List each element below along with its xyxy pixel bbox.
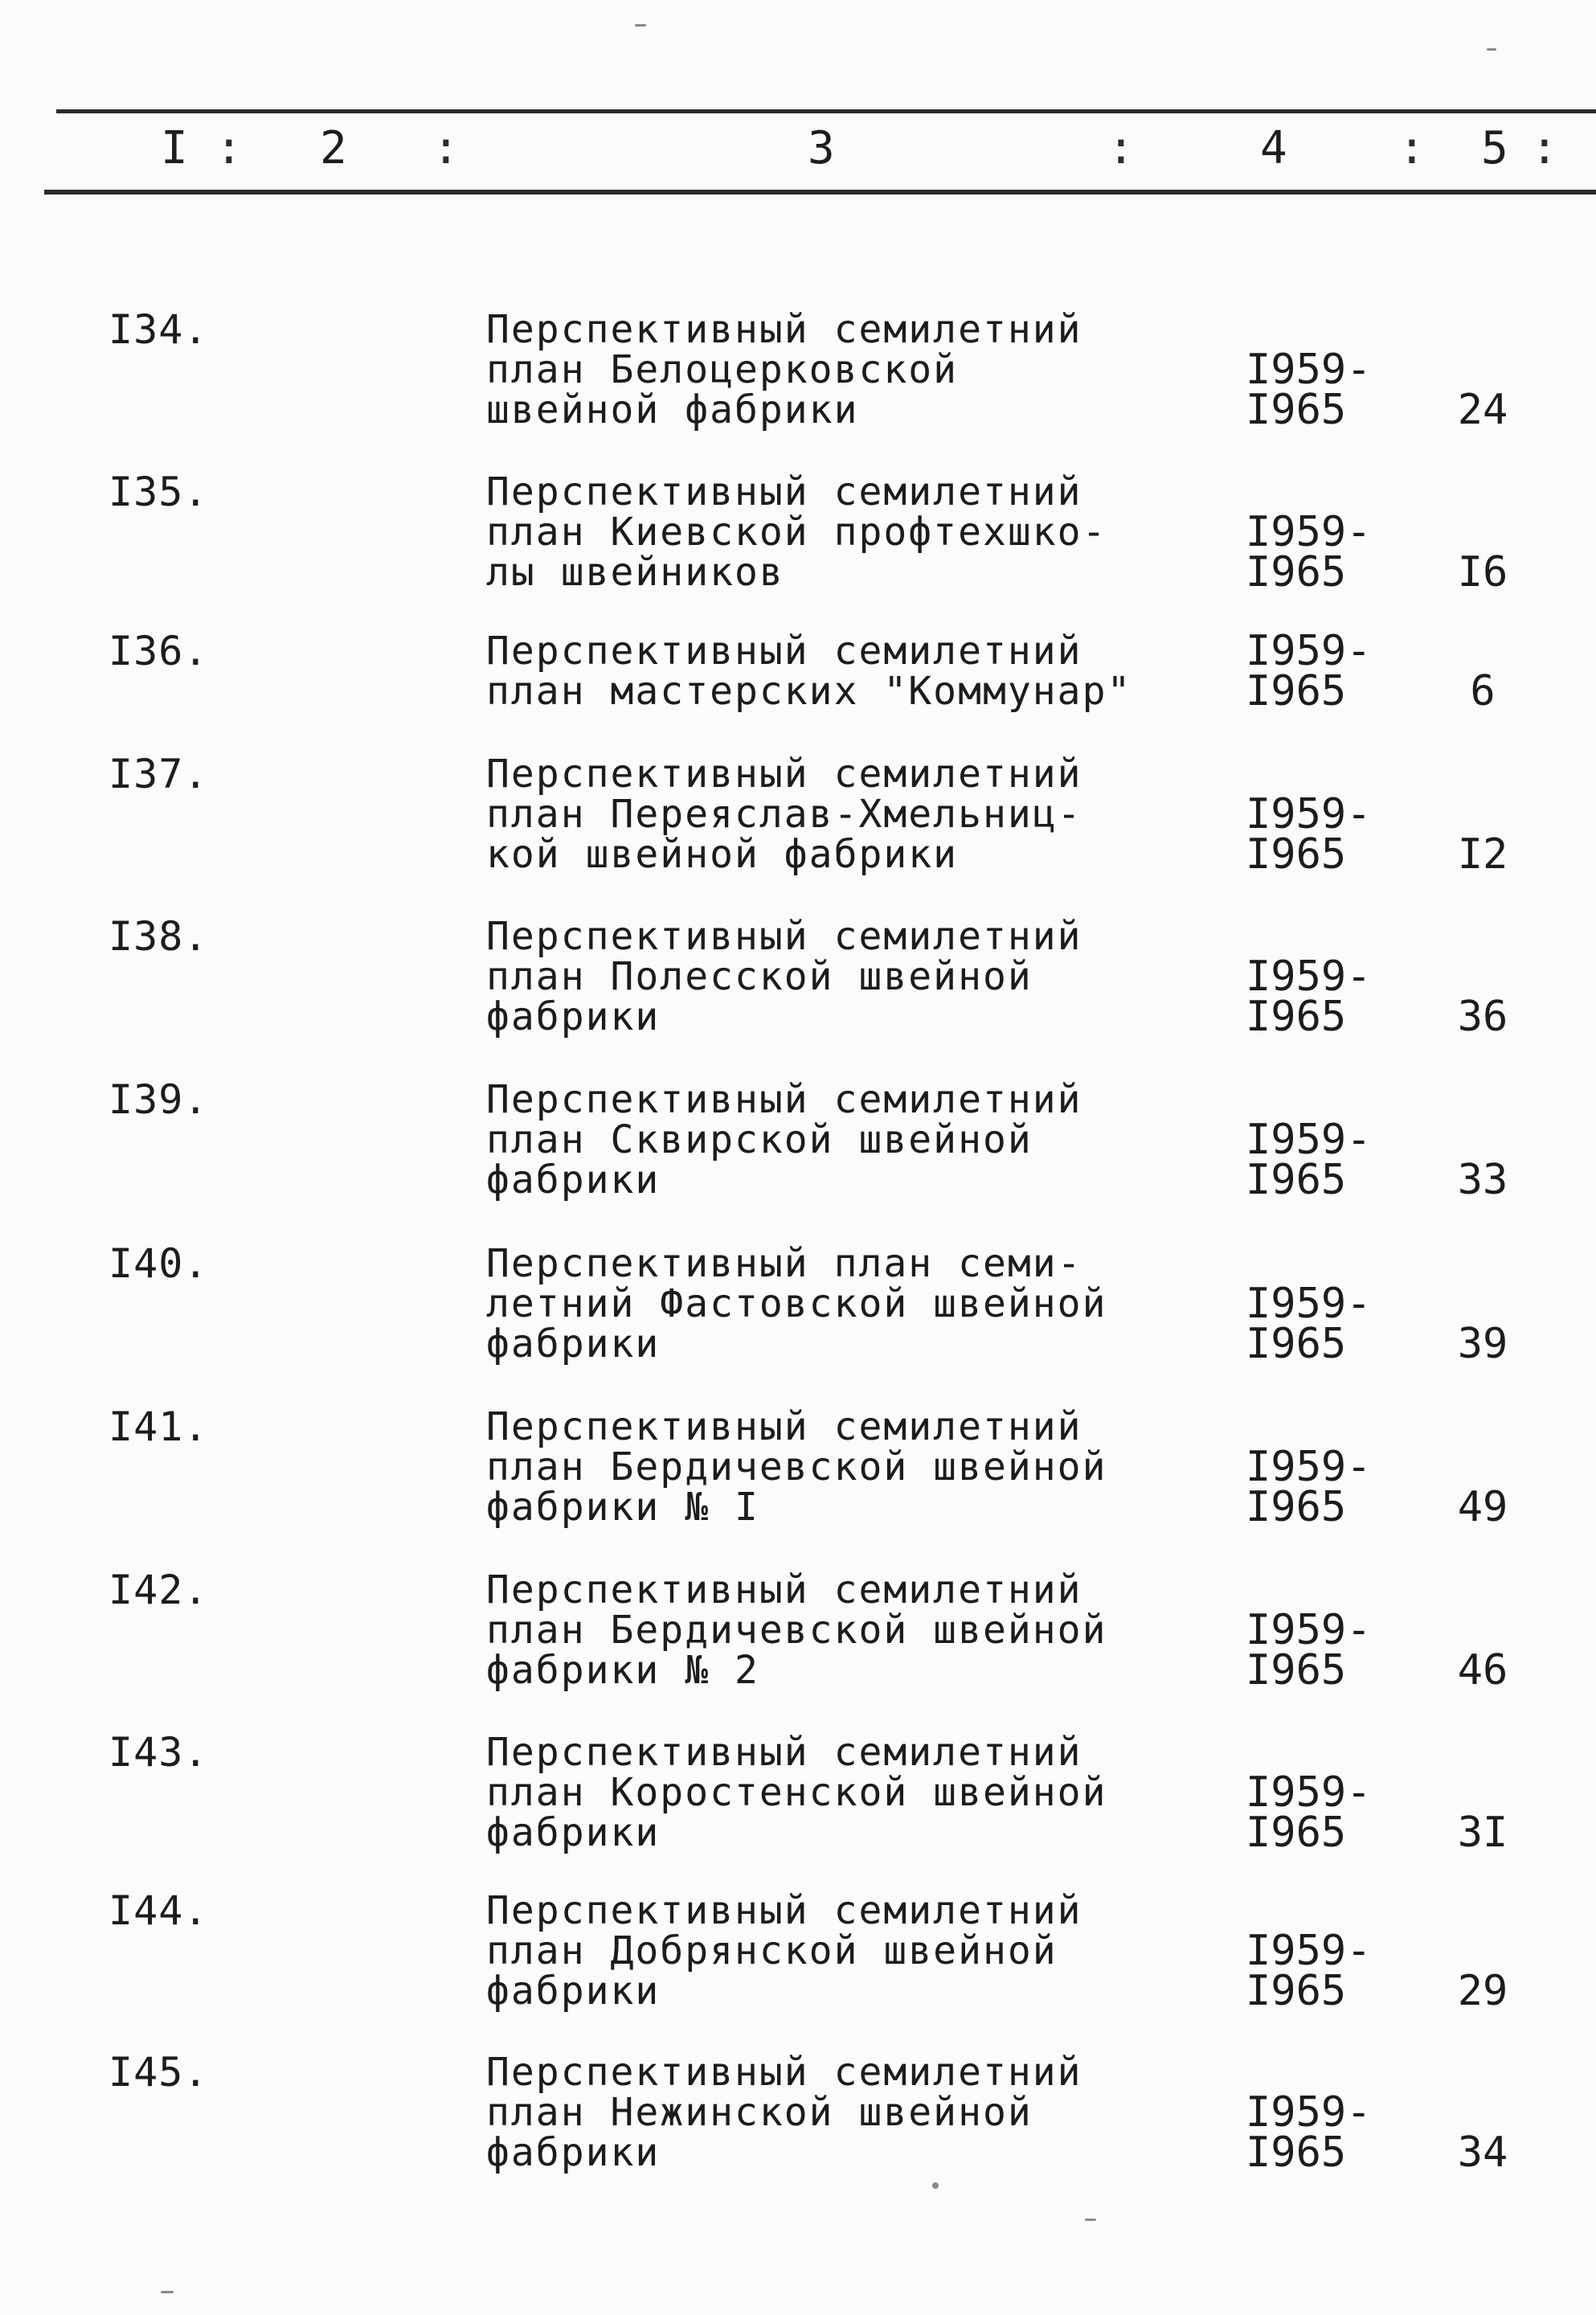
year-end: I965 [1246, 667, 1347, 715]
scan-speck [635, 24, 646, 27]
list-item [0, 627, 1596, 768]
list-item [0, 469, 1596, 608]
year-start: I959- [1246, 1116, 1372, 1164]
column-header-3: 3 [808, 122, 835, 174]
item-title [486, 916, 1082, 1037]
item-number: I45. [108, 2049, 209, 2096]
item-pages: 49 [1457, 1483, 1508, 1531]
header-rule-top [56, 109, 1596, 113]
year-start: I959- [1246, 1768, 1372, 1817]
scan-speck [932, 2182, 939, 2189]
item-number: I36. [108, 628, 209, 674]
item-pages: 33 [1457, 1156, 1508, 1204]
year-start: I959- [1246, 1606, 1372, 1654]
item-pages: 39 [1457, 1320, 1508, 1368]
column-header-1: I [161, 122, 188, 174]
scan-speck [1487, 48, 1496, 51]
item-number: I37. [108, 751, 209, 797]
title-line: план Киевской профтехшко- [486, 510, 1107, 555]
item-pages: 46 [1457, 1646, 1508, 1694]
title-line: фабрики [486, 994, 661, 1039]
item-number: I43. [108, 1729, 209, 1776]
item-number: I41. [108, 1403, 209, 1450]
item-number: I42. [108, 1567, 209, 1613]
item-years [1246, 1116, 1372, 1204]
scan-speck [161, 2291, 174, 2293]
year-end: I965 [1246, 2129, 1347, 2177]
column-separator: : [1398, 122, 1426, 174]
year-end: I965 [1246, 1809, 1347, 1857]
year-end: I965 [1246, 386, 1347, 434]
title-line: швейной фабрики [486, 387, 859, 432]
title-line: фабрики [486, 1158, 661, 1203]
column-separator: : [215, 122, 243, 174]
year-start: I959- [1246, 2088, 1372, 2137]
title-line: кой швейной фабрики [486, 832, 959, 877]
title-line: план Переяслав-Хмельниц- [486, 792, 1082, 837]
item-years [1246, 508, 1372, 596]
title-line: фабрики № 2 [486, 1648, 759, 1693]
title-line: Перспективный семилетний [486, 752, 1082, 797]
list-item [0, 306, 1596, 446]
title-line: Перспективный семилетний [486, 1730, 1082, 1775]
year-start: I959- [1246, 627, 1372, 675]
item-number: I34. [108, 306, 209, 353]
header-rule-bottom [44, 190, 1596, 195]
title-line: Перспективный семилетний [486, 1567, 1082, 1612]
title-line: Перспективный семилетний [486, 1404, 1082, 1449]
item-number: I38. [108, 913, 209, 960]
title-line: Перспективный семилетний [486, 469, 1082, 514]
column-header-2: 2 [320, 122, 347, 174]
column-separator: : [1107, 122, 1135, 174]
item-pages: 34 [1457, 2129, 1508, 2177]
item-title [486, 1732, 1107, 1853]
column-separator: : [1531, 122, 1558, 174]
item-title [486, 309, 1082, 430]
item-title [486, 754, 1082, 875]
year-start: I959- [1246, 1443, 1372, 1491]
item-years [1246, 953, 1372, 1041]
item-pages: I2 [1457, 830, 1508, 879]
column-separator: : [432, 122, 460, 174]
item-number: I40. [108, 1240, 209, 1287]
title-line: план Сквирской швейной [486, 1117, 1033, 1162]
item-title [486, 1077, 1082, 1203]
list-item [0, 1403, 1596, 1543]
item-years [1246, 1443, 1372, 1531]
title-line: Перспективный семилетний [486, 1888, 1082, 1933]
title-line: Перспективный семилетний [486, 307, 1082, 352]
title-line: летний Фастовской швейной [486, 1281, 1107, 1326]
scan-speck [1085, 2219, 1096, 2221]
list-item [0, 1729, 1596, 1869]
item-years [1246, 1606, 1372, 1694]
item-title [486, 469, 1107, 595]
list-item [0, 751, 1596, 891]
item-years [1246, 2088, 1372, 2177]
year-end: I965 [1246, 1156, 1347, 1204]
title-line: фабрики № I [486, 1485, 759, 1530]
year-start: I959- [1246, 346, 1372, 394]
column-header-5: 5 [1481, 122, 1508, 174]
list-item [0, 1240, 1596, 1380]
year-end: I965 [1246, 830, 1347, 879]
title-line: фабрики [486, 1810, 661, 1855]
list-item [0, 1887, 1596, 2027]
year-start: I959- [1246, 1927, 1372, 1975]
item-years [1246, 1927, 1372, 2015]
title-line: план Коростенской швейной [486, 1770, 1107, 1815]
item-years [1246, 346, 1372, 434]
list-item [0, 2049, 1596, 2189]
year-start: I959- [1246, 953, 1372, 1001]
list-item [0, 1076, 1596, 1216]
year-start: I959- [1246, 508, 1372, 556]
item-pages: I6 [1457, 548, 1508, 596]
item-pages: 36 [1457, 993, 1508, 1041]
list-item [0, 913, 1596, 1053]
title-line: план Белоцерковской [486, 347, 959, 392]
item-title [486, 2052, 1082, 2173]
column-header-4: 4 [1260, 122, 1287, 174]
item-number: I39. [108, 1076, 209, 1123]
item-years [1246, 1768, 1372, 1857]
title-line: план Бердичевской швейной [486, 1608, 1107, 1653]
item-pages: 3I [1457, 1809, 1508, 1857]
year-start: I959- [1246, 790, 1372, 838]
item-pages: 29 [1457, 1967, 1508, 2015]
item-years [1246, 790, 1372, 879]
title-line: план Полесской швейной [486, 954, 1033, 999]
item-number: I35. [108, 469, 209, 515]
title-line: план Добрянской швейной [486, 1928, 1058, 1973]
item-title [486, 1888, 1082, 2014]
year-end: I965 [1246, 1320, 1347, 1368]
item-title [486, 1241, 1107, 1366]
title-line: фабрики [486, 1321, 661, 1366]
item-pages: 6 [1470, 667, 1496, 715]
title-line: лы швейников [486, 550, 784, 595]
title-line: Перспективный семилетний [486, 2050, 1082, 2095]
title-line: фабрики [486, 1969, 661, 2014]
title-line: фабрики [486, 2130, 661, 2175]
item-title [486, 629, 1132, 714]
title-line: Перспективный семилетний [486, 629, 1082, 674]
year-end: I965 [1246, 1646, 1347, 1694]
item-years [1246, 627, 1372, 715]
list-item [0, 1567, 1596, 1707]
year-end: I965 [1246, 993, 1347, 1041]
item-title [486, 1567, 1107, 1693]
year-end: I965 [1246, 1967, 1347, 2015]
title-line: Перспективный план семи- [486, 1241, 1082, 1286]
item-years [1246, 1280, 1372, 1368]
title-line: план мастерских "Коммунар" [486, 669, 1132, 714]
item-number: I44. [108, 1887, 209, 1934]
item-title [486, 1404, 1107, 1530]
year-end: I965 [1246, 1483, 1347, 1531]
title-line: Перспективный семилетний [486, 1077, 1082, 1122]
title-line: Перспективный семилетний [486, 914, 1082, 959]
year-start: I959- [1246, 1280, 1372, 1328]
title-line: план Бердичевской швейной [486, 1444, 1107, 1489]
year-end: I965 [1246, 548, 1347, 596]
title-line: план Нежинской швейной [486, 2090, 1033, 2135]
item-pages: 24 [1457, 386, 1508, 434]
